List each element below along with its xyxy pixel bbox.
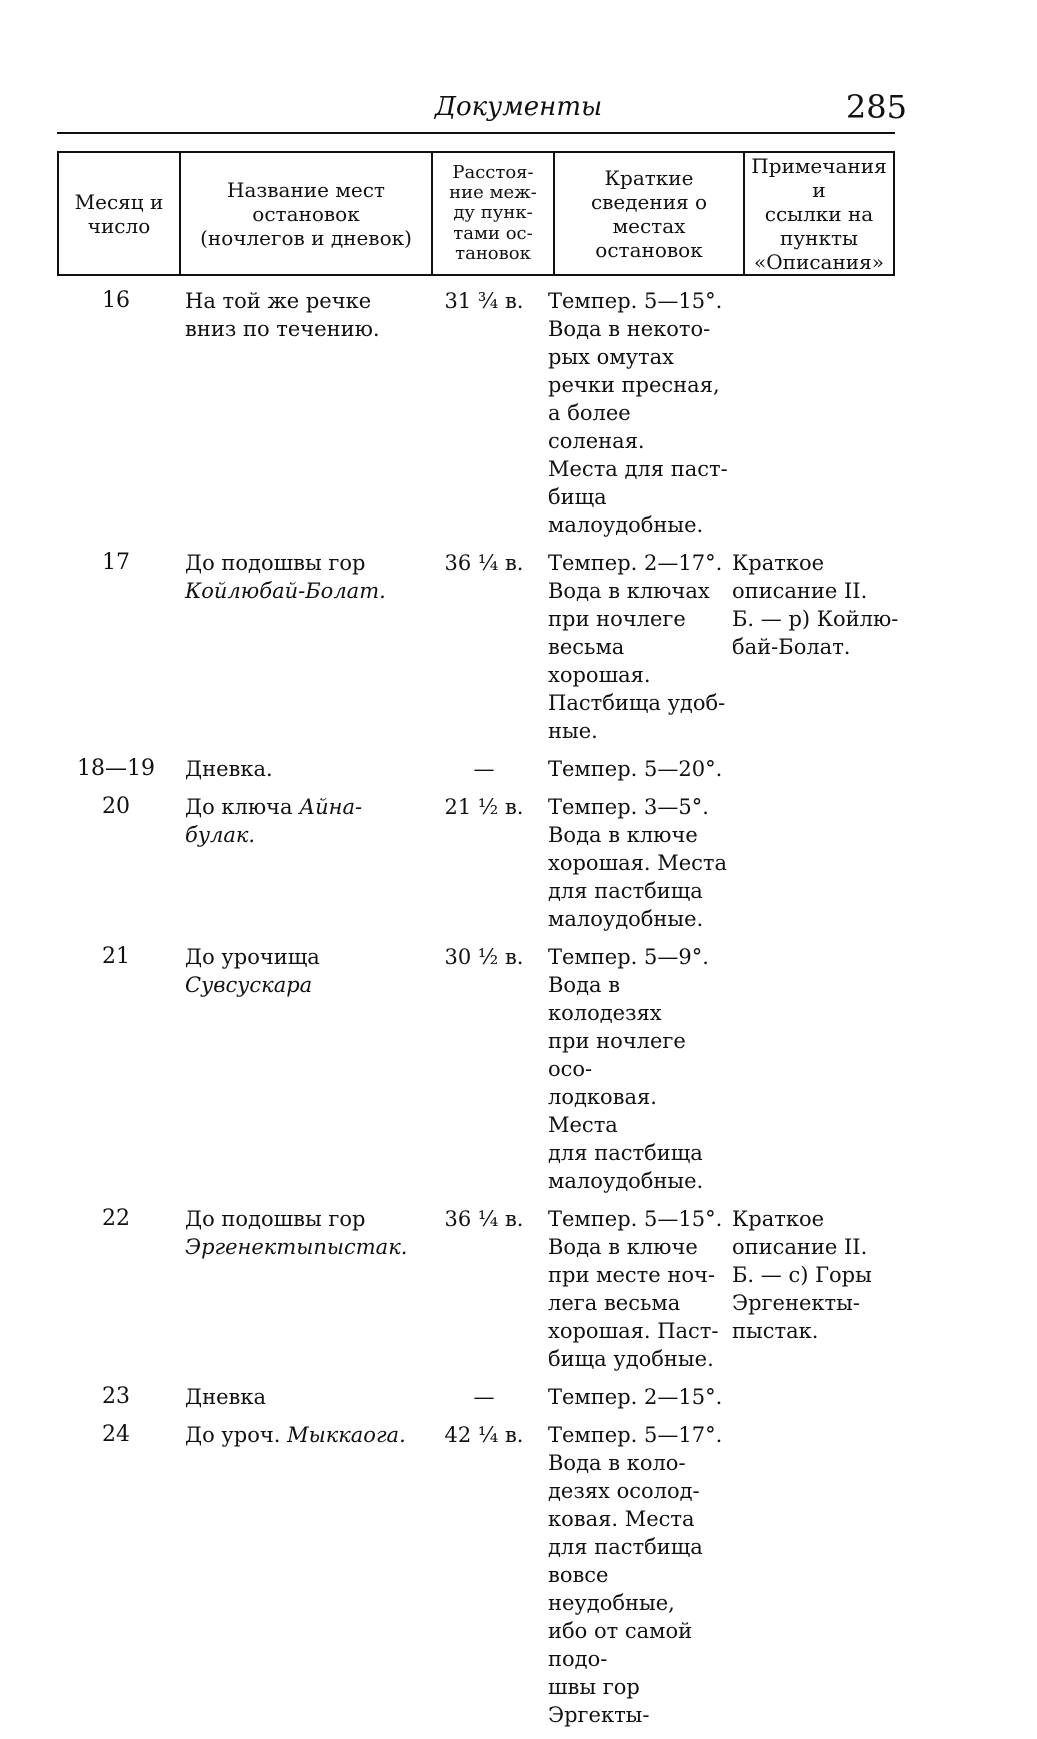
stop-name-text: Дневка	[185, 1385, 266, 1409]
column-header-distance: Расстоя- ние меж- ду пунк- тами ос- тановок	[432, 152, 554, 275]
info-cell: Темпер. 5—20°.	[548, 757, 723, 781]
stop-name-text: Дневка.	[185, 757, 273, 781]
date-cell: 24	[102, 1422, 130, 1447]
table-row	[57, 549, 917, 745]
date-cell: 20	[102, 794, 130, 819]
column-header-stop-name: Название мест остановок (ночлегов и дневок)	[180, 152, 432, 275]
distance-cell: 36 ¼ в.	[444, 1207, 524, 1231]
table-body	[57, 287, 917, 1739]
distance-cell: —	[473, 757, 495, 781]
table-row	[57, 287, 917, 539]
stop-name-text: До подошвы гор	[185, 1207, 366, 1231]
place-name: Койлюбай-Болат.	[185, 579, 386, 603]
column-header-notes: Примечания и ссылки на пункты «Описания»	[744, 152, 894, 275]
stop-name-cell	[175, 287, 425, 343]
stop-name-text: До уроч.	[185, 1423, 281, 1447]
header-rule	[57, 132, 895, 134]
notes-cell: Краткое описание II. Б. — с) Горы Эргенекты- пыстак.	[732, 1207, 872, 1343]
table-row	[57, 793, 917, 933]
distance-cell: 30 ½ в.	[444, 945, 524, 969]
info-cell: Темпер. 2—17°. Вода в ключах при ночлеге весьма хорошая. Пастбища удоб- ные.	[548, 551, 726, 743]
column-header-info: Краткие сведения о местах остановок	[554, 152, 744, 275]
stop-name-cell	[175, 1205, 425, 1261]
date-cell: 18—19	[77, 756, 155, 781]
date-cell: 23	[102, 1384, 130, 1409]
stop-name-cell	[175, 1383, 425, 1411]
stop-name-text: До ключа	[185, 795, 293, 819]
distance-cell: 31 ¾ в.	[444, 289, 524, 313]
notes-cell: Краткое описание II. Б. — р) Койлю- бай-Болат.	[732, 551, 899, 659]
table-row	[57, 1383, 917, 1411]
column-header-date: Месяц и число	[58, 152, 180, 275]
info-cell: Темпер. 5—9°. Вода в колодезях при ночлеге осо- лодковая. Места для пастбища малоудобные.	[548, 945, 709, 1193]
stop-name-text: До подошвы гор	[185, 551, 366, 575]
date-cell: 22	[102, 1206, 130, 1231]
distance-cell: 36 ¼ в.	[444, 551, 524, 575]
running-title: Документы	[434, 92, 603, 122]
table-header	[57, 151, 895, 276]
stop-name-cell	[175, 1421, 425, 1449]
stop-name-cell	[175, 549, 425, 605]
info-cell: Темпер. 5—17°. Вода в коло- дезях осолод- ковая. Места для пастбища вовсе неудобные, ибо от самой подо- швы гор Эргекты-	[548, 1423, 723, 1727]
table-row	[57, 755, 917, 783]
place-name: Мыккаога.	[287, 1423, 406, 1447]
info-cell: Темпер. 2—15°.	[548, 1385, 723, 1409]
page-number: 285	[845, 88, 907, 126]
distance-cell: 42 ¼ в.	[444, 1423, 524, 1447]
distance-cell: 21 ½ в.	[444, 795, 524, 819]
table-row	[57, 943, 917, 1195]
date-cell: 21	[102, 944, 130, 969]
place-name: Эргенектыпыстак.	[185, 1235, 408, 1259]
date-cell: 17	[102, 550, 130, 575]
table-row	[57, 1205, 917, 1373]
info-cell: Темпер. 3—5°. Вода в ключе хорошая. Места для пастбища малоудобные.	[548, 795, 728, 931]
place-name: Айна-булак.	[185, 795, 363, 847]
table-row	[57, 1421, 917, 1729]
stop-name-text: До урочища	[185, 945, 320, 969]
stop-name-cell	[175, 793, 425, 849]
stop-name-cell	[175, 755, 425, 783]
stop-name-cell	[175, 943, 425, 999]
date-cell: 16	[102, 288, 130, 313]
distance-cell: —	[473, 1385, 495, 1409]
place-name: Сувсускара	[185, 973, 313, 997]
stop-name-text: На той же речке вниз по течению.	[185, 289, 380, 341]
info-cell: Темпер. 5—15°. Вода в ключе при месте ноч- лега весьма хорошая. Паст- бища удобные.	[548, 1207, 723, 1371]
info-cell: Темпер. 5—15°. Вода в некото- рых омутах речки пресная, а более соленая. Места для паст- бища малоудобные.	[548, 289, 728, 537]
